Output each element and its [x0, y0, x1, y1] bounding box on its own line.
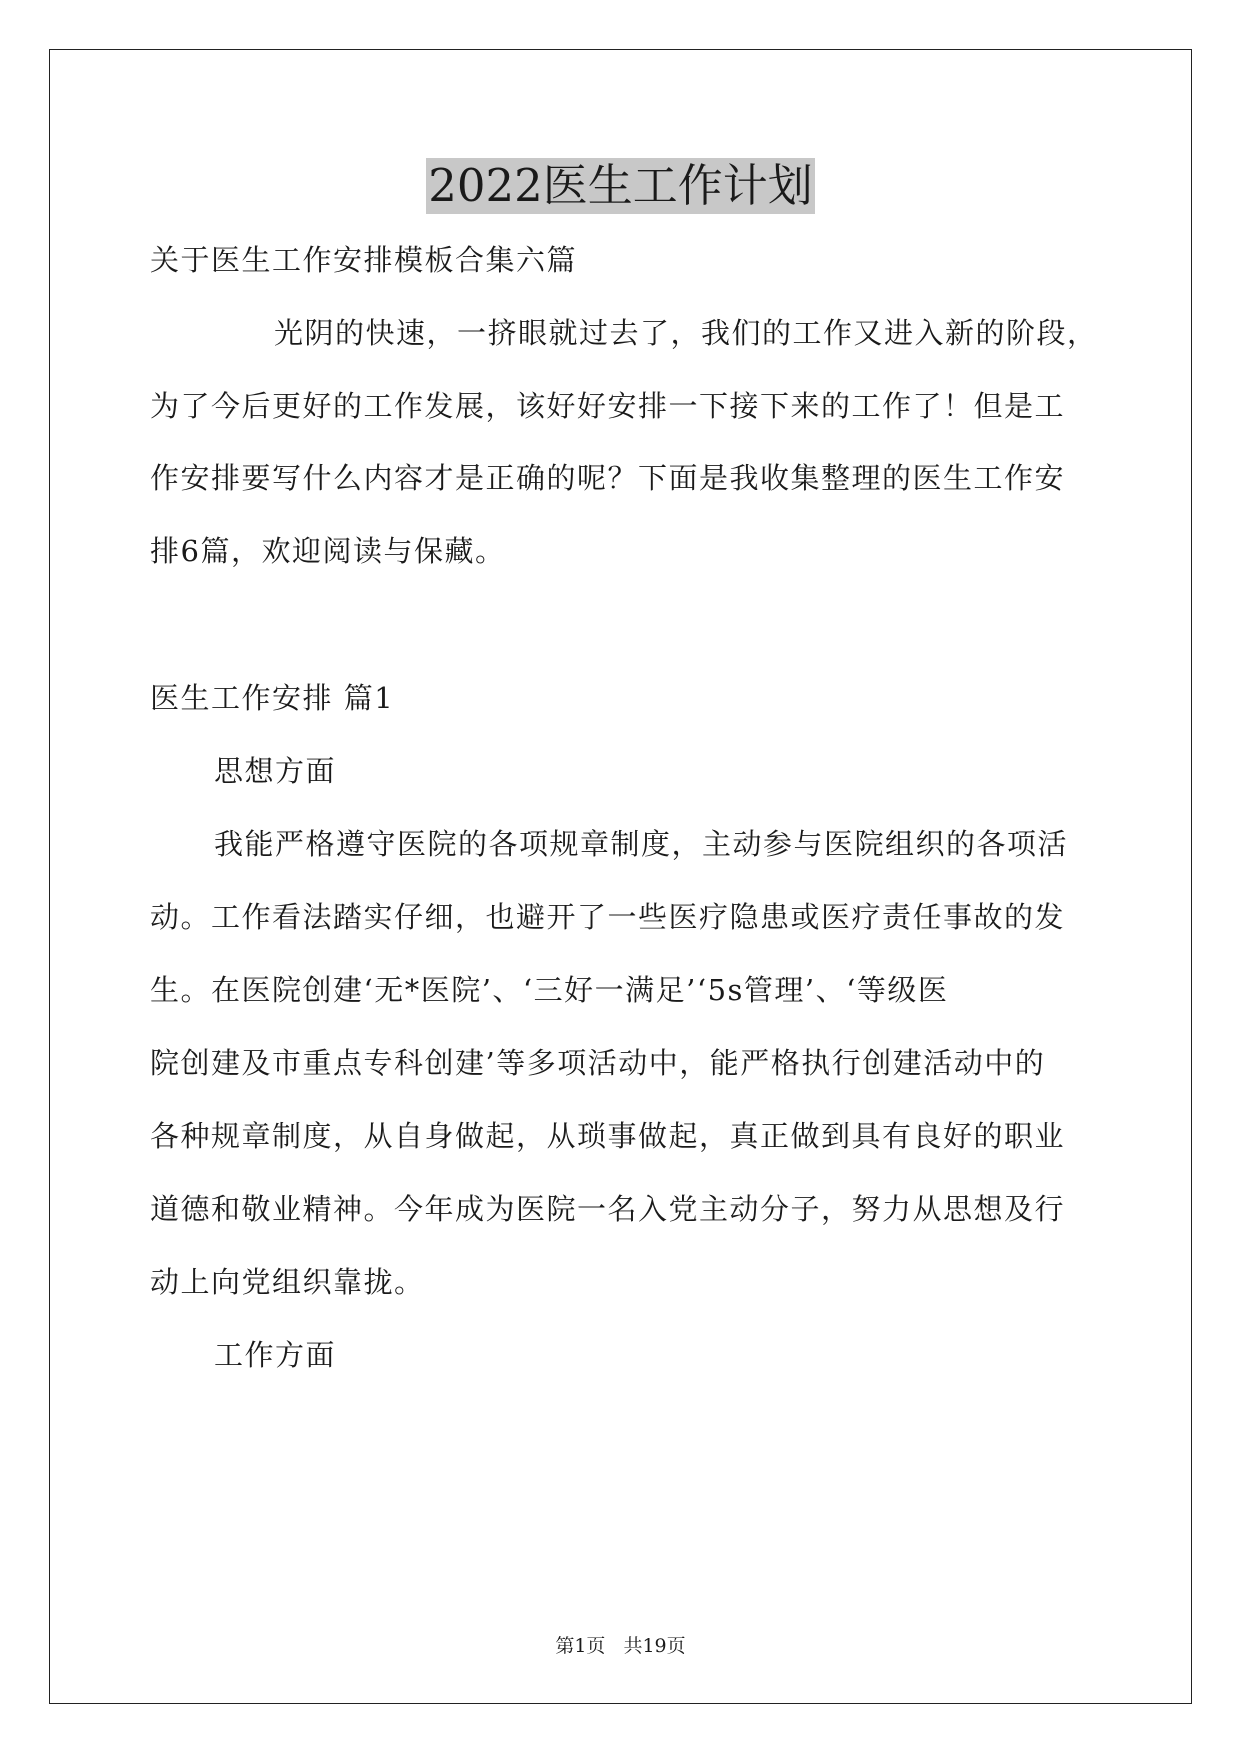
section-heading: 医生工作安排 篇1 [150, 681, 395, 715]
sub-heading-thought: 思想方面 [214, 754, 337, 788]
body-line-5: 各种规章制度，从自身做起，从琐事做起，真正做到具有良好的职业 [150, 1119, 1066, 1153]
intro-line-4: 排6篇，欢迎阅读与保藏。 [150, 534, 506, 568]
body-line-6: 道德和敬业精神。今年成为医院一名入党主动分子，努力从思想及行 [150, 1192, 1066, 1226]
body-line-4: 院创建及市重点专科创建’等多项活动中，能严格执行创建活动中的 [150, 1046, 1046, 1080]
intro-line-3: 作安排要写什么内容才是正确的呢？下面是我收集整理的医生工作安 [150, 461, 1066, 495]
page-number: 第1页 [555, 1635, 606, 1657]
intro-line-2: 为了今后更好的工作发展，该好好安排一下接下来的工作了！但是工 [150, 389, 1066, 423]
page-footer [0, 1633, 1241, 1659]
document-title-wrap [0, 158, 1241, 214]
intro-line-1: 光阴的快速，一挤眼就过去了，我们的工作又进入新的阶段， [274, 316, 1098, 350]
body-line-1: 我能严格遵守医院的各项规章制度，主动参与医院组织的各项活 [214, 827, 1069, 861]
sub-heading-work: 工作方面 [214, 1338, 337, 1372]
page-total: 共19页 [623, 1635, 686, 1657]
body-line-2: 动。工作看法踏实仔细，也避开了一些医疗隐患或医疗责任事故的发 [150, 900, 1066, 934]
body-line-7: 动上向党组织靠拢。 [150, 1265, 425, 1299]
document-subtitle: 关于医生工作安排模板合集六篇 [150, 243, 578, 277]
document-title: 2022医生工作计划 [428, 159, 813, 212]
body-line-3: 生。在医院创建‘无*医院’、‘三好一满足’‘5s管理’、‘等级医 [150, 973, 949, 1007]
page-border [49, 49, 1192, 1704]
